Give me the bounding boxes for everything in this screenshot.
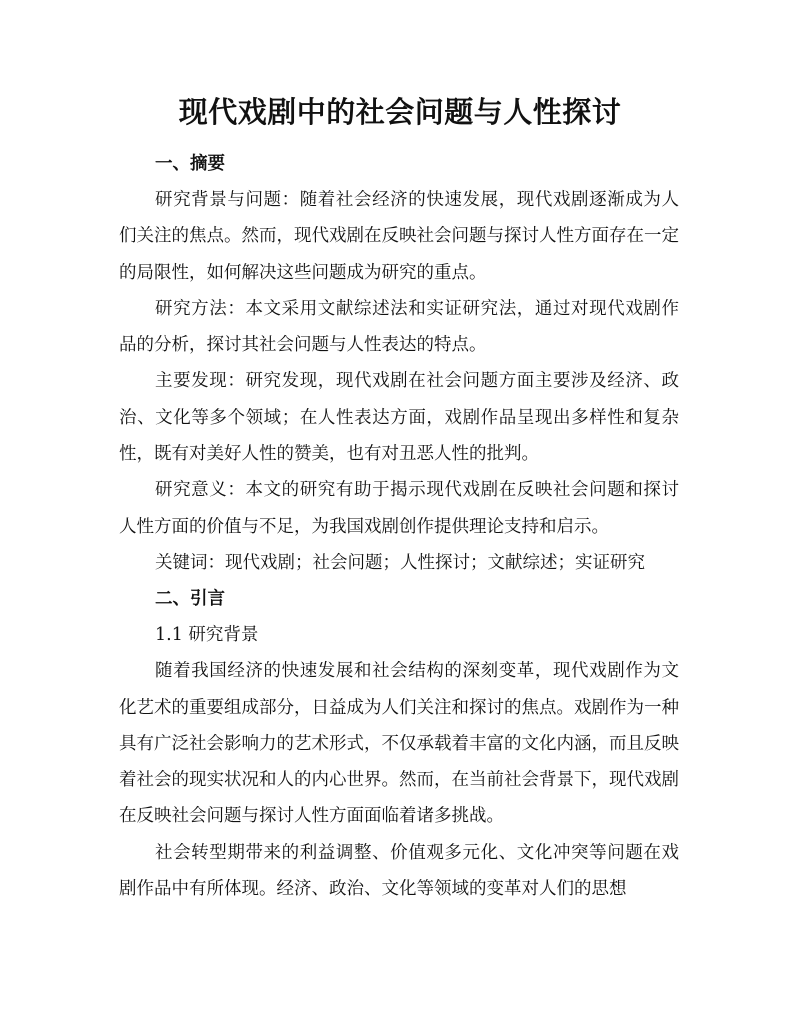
introduction-paragraph-2: 社会转型期带来的利益调整、价值观多元化、文化冲突等问题在戏剧作品中有所体现。经济、政治、文化等领域的变革对人们的思想 — [119, 842, 679, 900]
document-title: 现代戏剧中的社会问题与人性探讨 — [178, 95, 622, 129]
abstract-heading: 一、摘要 — [155, 154, 225, 174]
introduction-heading: 二、引言 — [155, 589, 225, 610]
document-body — [119, 146, 679, 907]
abstract-paragraph-significance: 研究意义：本文的研究有助于揭示现代戏剧在反映社会问题和探讨人性方面的价值与不足，为我国戏剧创作提供理论支持和启示。 — [119, 480, 679, 537]
abstract-paragraph-findings: 主要发现：研究发现，现代戏剧在社会问题方面主要涉及经济、政治、文化等多个领域；在人性表达方面，戏剧作品呈现出多样性和复杂性，既有对美好人性的赞美，也有对丑恶人性的批判。 — [119, 371, 679, 465]
abstract-paragraph-method: 研究方法：本文采用文献综述法和实证研究法，通过对现代戏剧作品的分析，探讨其社会问题与人性表达的特点。 — [119, 298, 679, 356]
abstract-paragraph-background: 研究背景与问题：随着社会经济的快速发展，现代戏剧逐渐成为人们关注的焦点。然而，现代戏剧在反映社会问题与探讨人性方面存在一定的局限性，如何解决这些问题成为研究的重点。 — [119, 190, 679, 283]
introduction-paragraph-1: 随着我国经济的快速发展和社会结构的深刻变革，现代戏剧作为文化艺术的重要组成部分，日益成为人们关注和探讨的焦点。戏剧作为一种具有广泛社会影响力的艺术形式，不仅承载着丰富的文化内涵，而且反映着社会的现实状况和人的内心世界。然而，在当前社会背景下，现代戏剧在反映社会问题与探讨人性方面面临着诸多挑战。 — [119, 661, 679, 827]
abstract-keywords: 关键词：现代戏剧；社会问题；人性探讨；文献综述；实证研究 — [155, 552, 645, 573]
research-background-subheading: 1.1 研究背景 — [155, 625, 259, 646]
